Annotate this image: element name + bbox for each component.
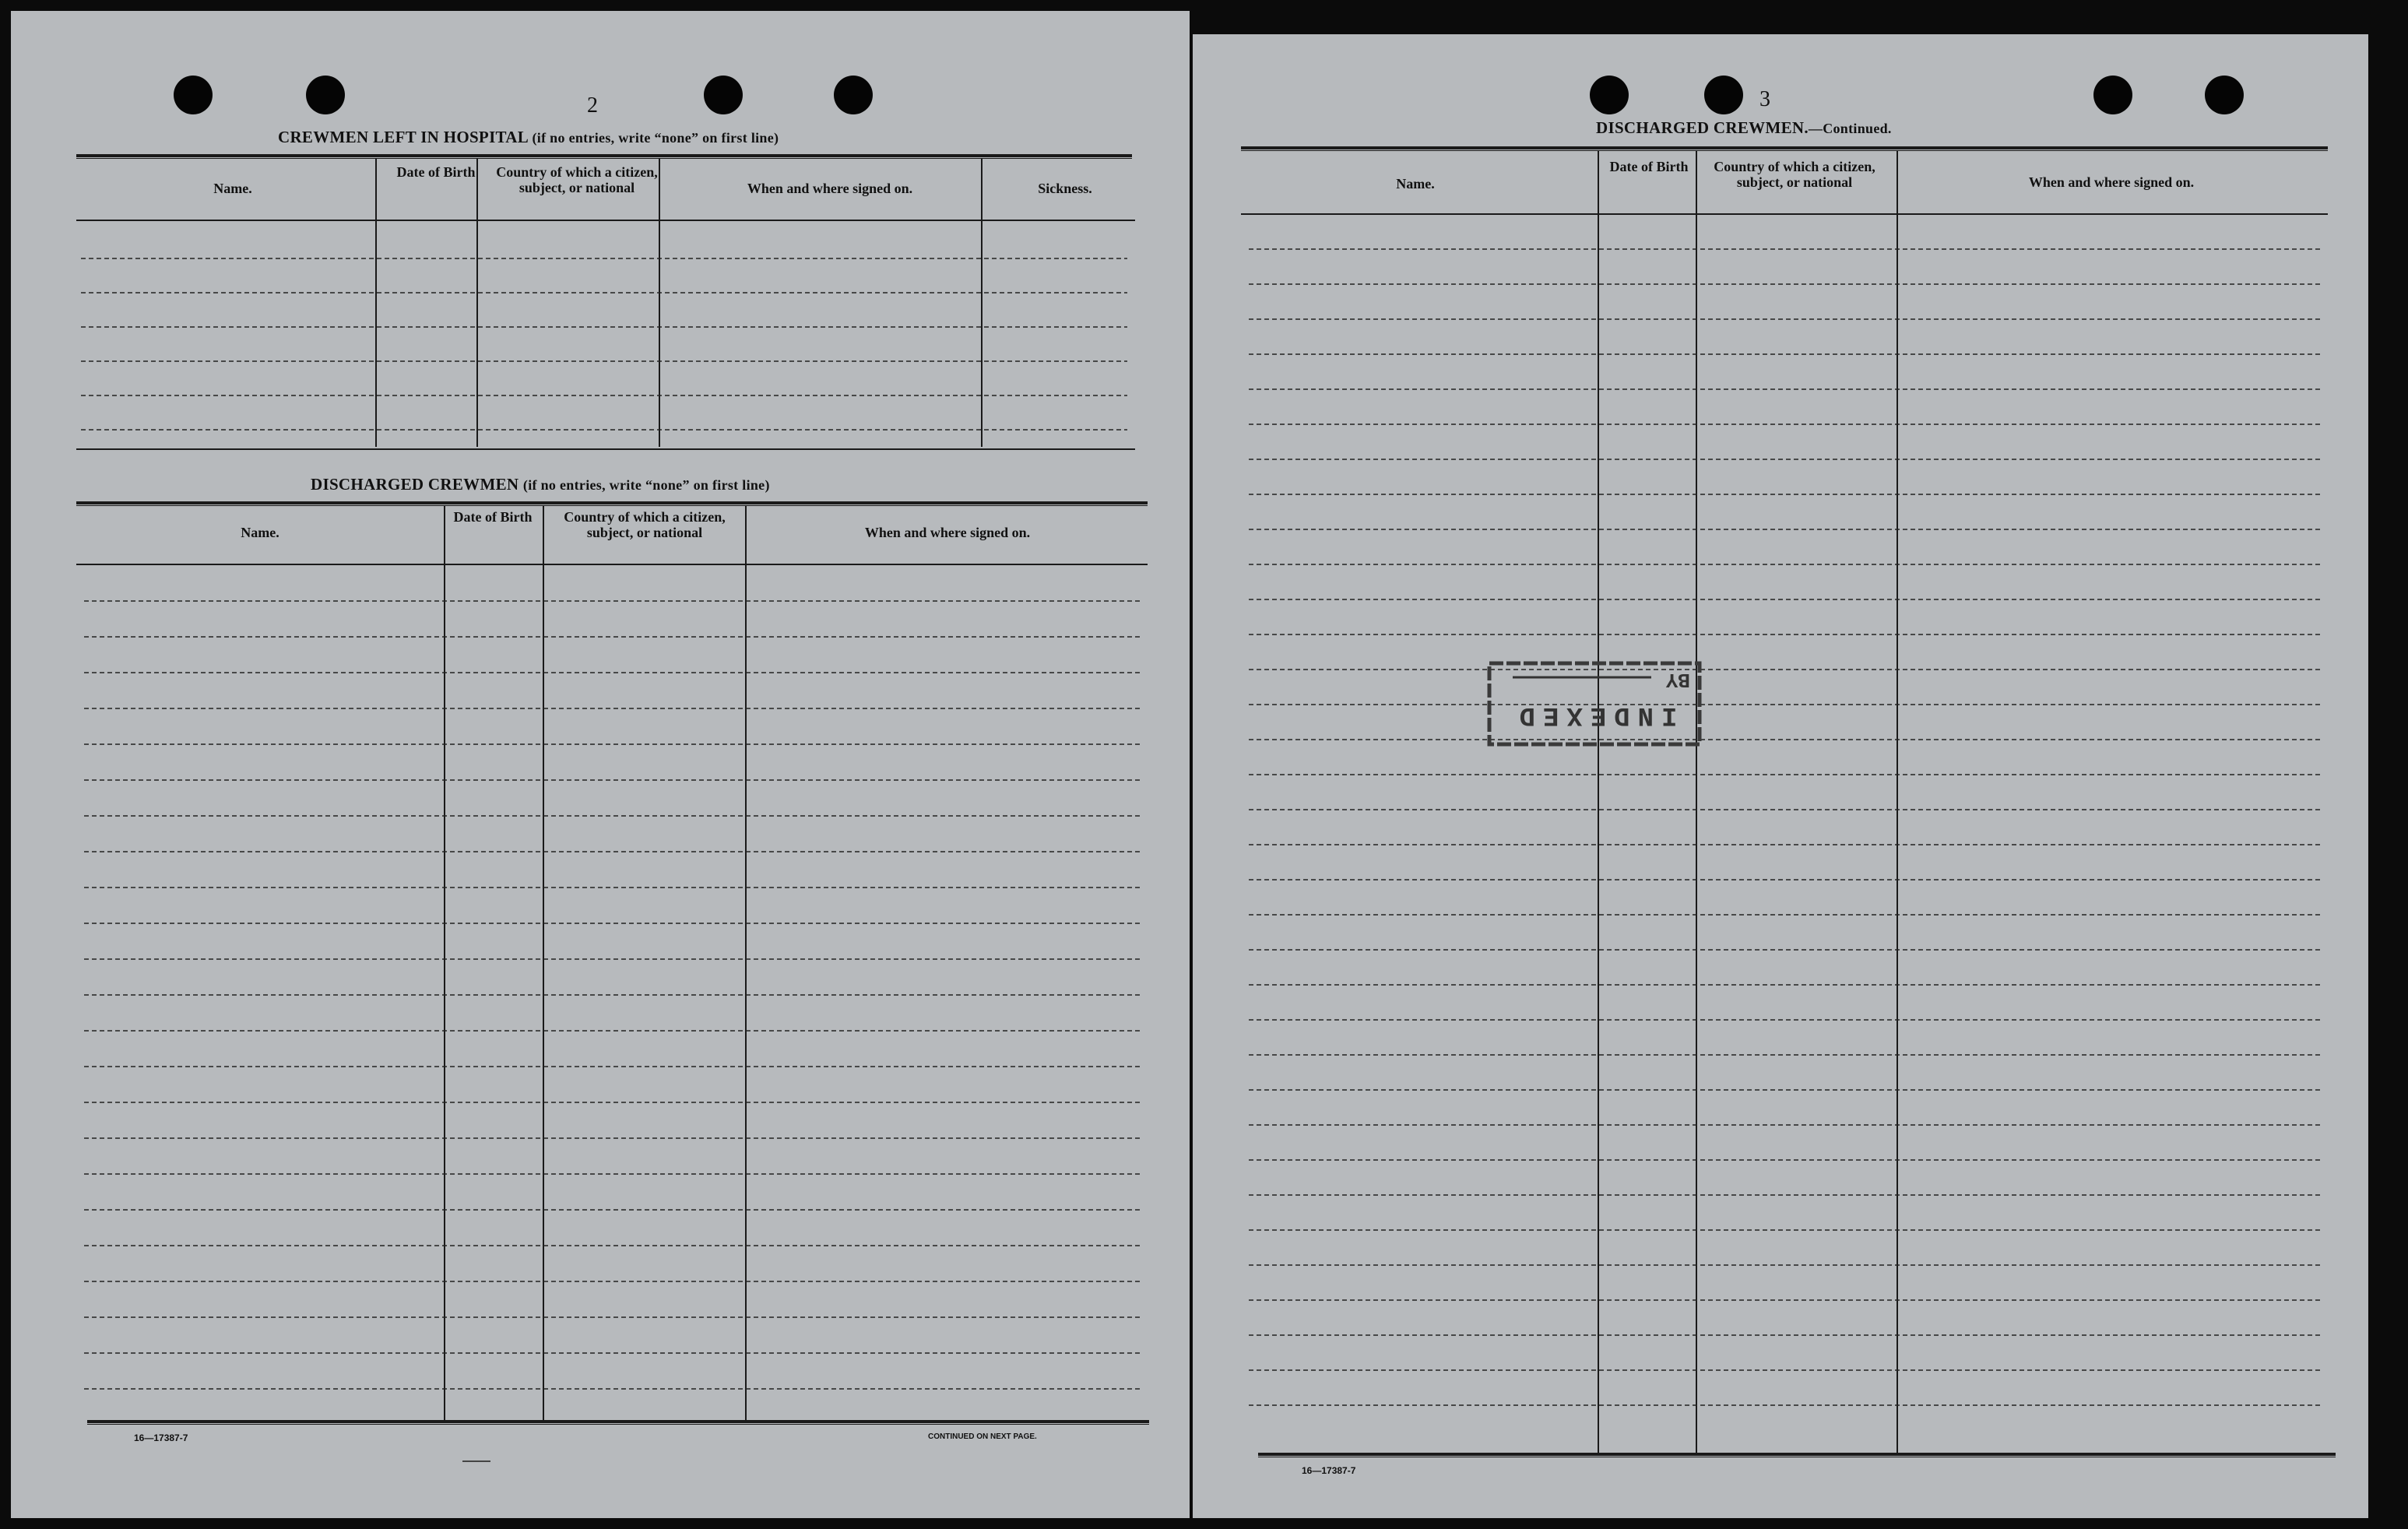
col-sickness-header: Sickness. [1038,181,1092,196]
left-page [11,11,1190,1518]
col-signed-header: When and where signed on. [864,525,1031,540]
svg-text:INDEXED: INDEXED [1511,700,1678,729]
right-page [1193,34,2368,1518]
col-name-header: Name. [241,525,279,540]
continued-note: CONTINUED ON NEXT PAGE. [928,1432,1037,1441]
hospital-section-note: (if no entries, write “none” on first line) [532,130,779,146]
page-number: 2 [587,93,598,118]
page-number: 3 [1759,87,1770,111]
col-country-header: Country of which a citizen, subject, or national [564,509,726,540]
col-name-header: Name. [1396,176,1435,192]
punch-hole [1704,76,1743,114]
col-country-header: Country of which a citizen, subject, or national [1714,159,1875,190]
hospital-section-title: CREWMEN LEFT IN HOSPITAL (if no entries, write “none” on first line) [278,128,779,146]
punch-hole [2093,76,2132,114]
form-number: 16—17387-7 [1302,1465,1356,1476]
discharged-section-note: (if no entries, write “none” on first line) [522,477,770,493]
discharged-section-title: DISCHARGED CREWMEN (if no entries, write “none” on first line) [311,475,770,494]
form-number: 16—17387-7 [134,1432,188,1443]
col-dob-header: Date of Birth [396,164,476,180]
hospital-table-rows [76,221,1135,455]
punch-hole [2205,76,2244,114]
col-signed-header: When and where signed on. [2028,174,2195,190]
continued-label: —Continued. [1808,121,1892,136]
punch-hole [174,76,213,114]
indexed-stamp [1474,652,1707,754]
col-dob-header: Date of Birth [453,509,533,525]
punch-hole [834,76,873,114]
discharged-continued-title: DISCHARGED CREWMEN.—Continued. [1596,118,1892,137]
punch-hole [306,76,345,114]
punch-hole [704,76,743,114]
discharged-continued-rows [1241,215,2331,1460]
col-country-header: Country of which a citizen, subject, or national [496,164,658,195]
col-name-header: Name. [213,181,252,196]
col-dob-header: Date of Birth [1609,159,1689,174]
discharged-table-rows [76,565,1148,1422]
col-signed-header: When and where signed on. [747,181,913,196]
svg-text:BY: BY [1665,668,1690,691]
punch-hole [1590,76,1629,114]
